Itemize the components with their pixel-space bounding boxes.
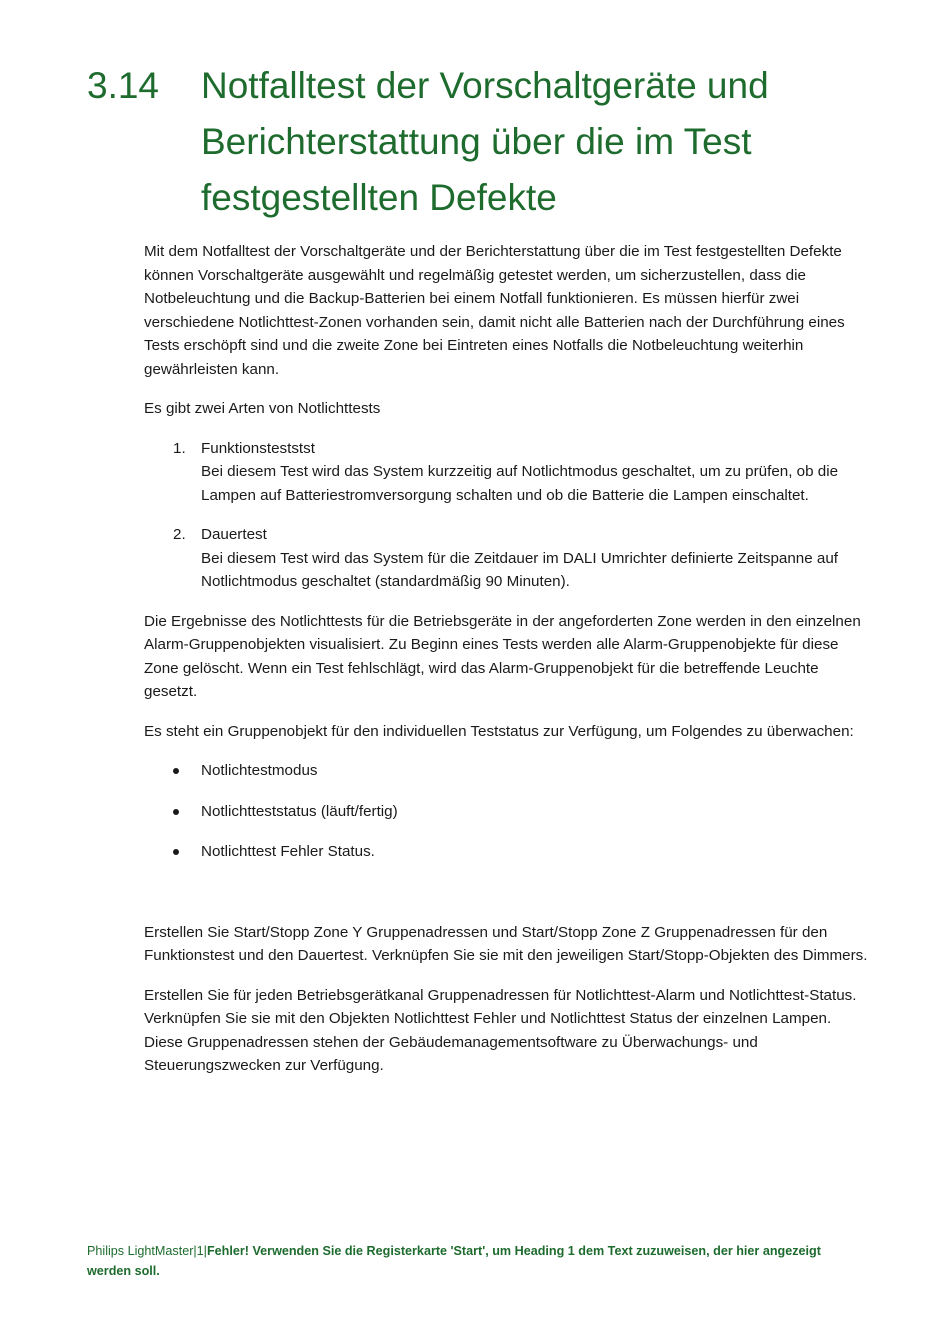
bullet-icon (173, 809, 179, 815)
list-marker: 2. (173, 526, 186, 543)
list-item (144, 437, 869, 508)
list-marker: 1. (173, 439, 186, 457)
list-item-text: Notlichtteststatus (läuft/fertig) (201, 802, 398, 820)
footer-product: Philips LightMaster (87, 1244, 194, 1258)
intro-paragraph: Mit dem Notfalltest der Vorschaltgeräte und der Berichterstattung über die im Test festgestellten Defekte können Vorschaltgeräte ausgewählt und regelmäßig getestet werden, um sicherzustellen, dass die Notbeleuchtung und die Backup-Batterien bei einem Notfall funktionieren. Es müssen hierfür zwei verschiedene Notlichttest-Zonen vorhanden sein, damit nicht alle Batterien nach der Durchführung eines Tests erschöpft sind und die zweite Zone bei Eintreten eines Notfalls die Notbeleuchtung weiterhin gewährleisten kann. (144, 243, 845, 378)
test-type-description: Bei diesem Test wird das System für die Zeitdauer im DALI Umrichter definierte Zeitspanne auf Notlichtmodus geschaltet (standardmäßig 90 Minuten). (201, 549, 839, 590)
list-item (144, 840, 869, 864)
test-type-name: Funktionsteststst (201, 439, 315, 457)
footer-error-text: Fehler! Verwenden Sie die Registerkarte 'Start', um Heading 1 dem Text zuzuweisen, der hier angezeigt werden soll. (87, 1244, 821, 1278)
create-alarm-paragraph: Erstellen Sie für jeden Betriebsgerätkanal Gruppenadressen für Notlichttest-Alarm und Notlichttest-Status. Verknüpfen Sie sie mit den Objekten Notlichttest Fehler und Notlichttest Status der einzelnen Lampen. Diese Gruppenadressen stehen der Gebäudemanagementsoftware zu Überwachungs- und Steuerungszwecken zur Verfügung. (144, 986, 857, 1074)
status-intro-paragraph: Es steht ein Gruppenobjekt für den individuellen Teststatus zur Verfügung, um Folgendes zu überwachen: (144, 722, 854, 740)
test-type-name: Dauertest (201, 526, 267, 543)
monitor-items-list (144, 759, 869, 864)
test-types-list (144, 437, 869, 594)
page-footer (87, 1241, 867, 1281)
list-item-text: Notlichtestmodus (201, 762, 318, 779)
create-start-stop-paragraph: Erstellen Sie Start/Stopp Zone Y Gruppenadressen und Start/Stopp Zone Z Gruppenadressen für den Funktionstest und den Dauertest. Verknüpfen Sie sie mit den jeweiligen Start/Stopp-Objekten des Dimmers. (144, 923, 868, 964)
list-item (144, 523, 869, 594)
test-type-description: Bei diesem Test wird das System kurzzeitig auf Notlichtmodus geschaltet, um zu prüfen, ob die Lampen auf Batteriestromversorgung schalten und ob die Batterie die Lampen einschaltet. (201, 463, 839, 504)
types-intro-paragraph: Es gibt zwei Arten von Notlichttests (144, 400, 381, 417)
bullet-icon (173, 849, 179, 855)
spacer (144, 881, 869, 921)
results-paragraph: Die Ergebnisse des Notlichttests für die Betriebsgeräte in der angeforderten Zone werden in den einzelnen Alarm-Gruppenobjekten visualisiert. Zu Beginn eines Tests werden alle Alarm-Gruppenobjekte für diese Zone gelöscht. Wenn ein Test fehlschlägt, wird das Alarm-Gruppenobjekt für die betreffende Leuchte gesetzt. (144, 612, 861, 700)
list-item-text: Notlichttest Fehler Status. (201, 843, 375, 860)
footer-page-number: |1| (193, 1244, 207, 1258)
list-item (144, 800, 869, 824)
document-body (144, 240, 869, 1094)
bullet-icon (173, 768, 179, 774)
list-item (144, 759, 869, 783)
section-number: 3.14 (87, 65, 160, 106)
section-title: Notfalltest der Vorschaltgeräte und Berichterstattung über die im Test festgestellten Defekte (201, 65, 769, 218)
